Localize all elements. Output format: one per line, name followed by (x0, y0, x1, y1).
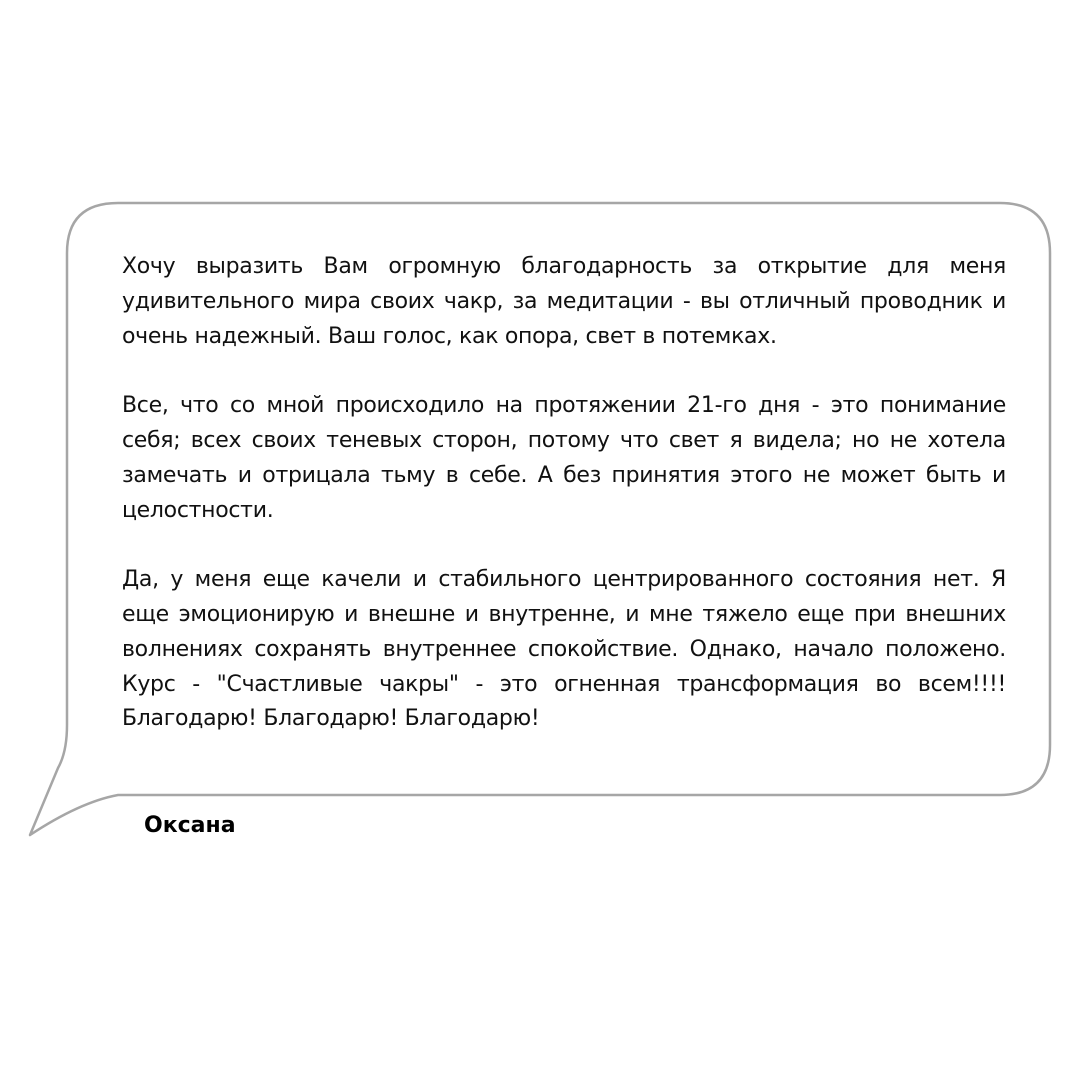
testimonial-paragraph: Да, у меня еще качели и стабильного центрированного состояния нет. Я еще эмоционирую и внешне и внутренне, и мне тяжело еще при внешних волнениях сохранять внутреннее спокойствие. Однако, начало положено. Курс - "Счастливые чакры" - это огненная трансформация во всем!!!! Благодарю! Благодарю! Благодарю! (122, 567, 1006, 732)
author-name: Оксана (144, 813, 236, 838)
testimonial-paragraph: Хочу выразить Вам огромную благодарность за открытие для меня удивительного мира своих чакр, за медитации - вы отличный проводник и очень надежный. Ваш голос, как опора, свет в потемках. (122, 254, 1006, 349)
testimonial-text (122, 250, 1006, 737)
testimonial-paragraph: Все, что со мной происходило на протяжении 21-го дня - это понимание себя; всех своих теневых сторон, потому что свет я видела; но не хотела замечать и отрицала тьму в себе. А без принятия этого не может быть и целостности. (122, 393, 1006, 523)
